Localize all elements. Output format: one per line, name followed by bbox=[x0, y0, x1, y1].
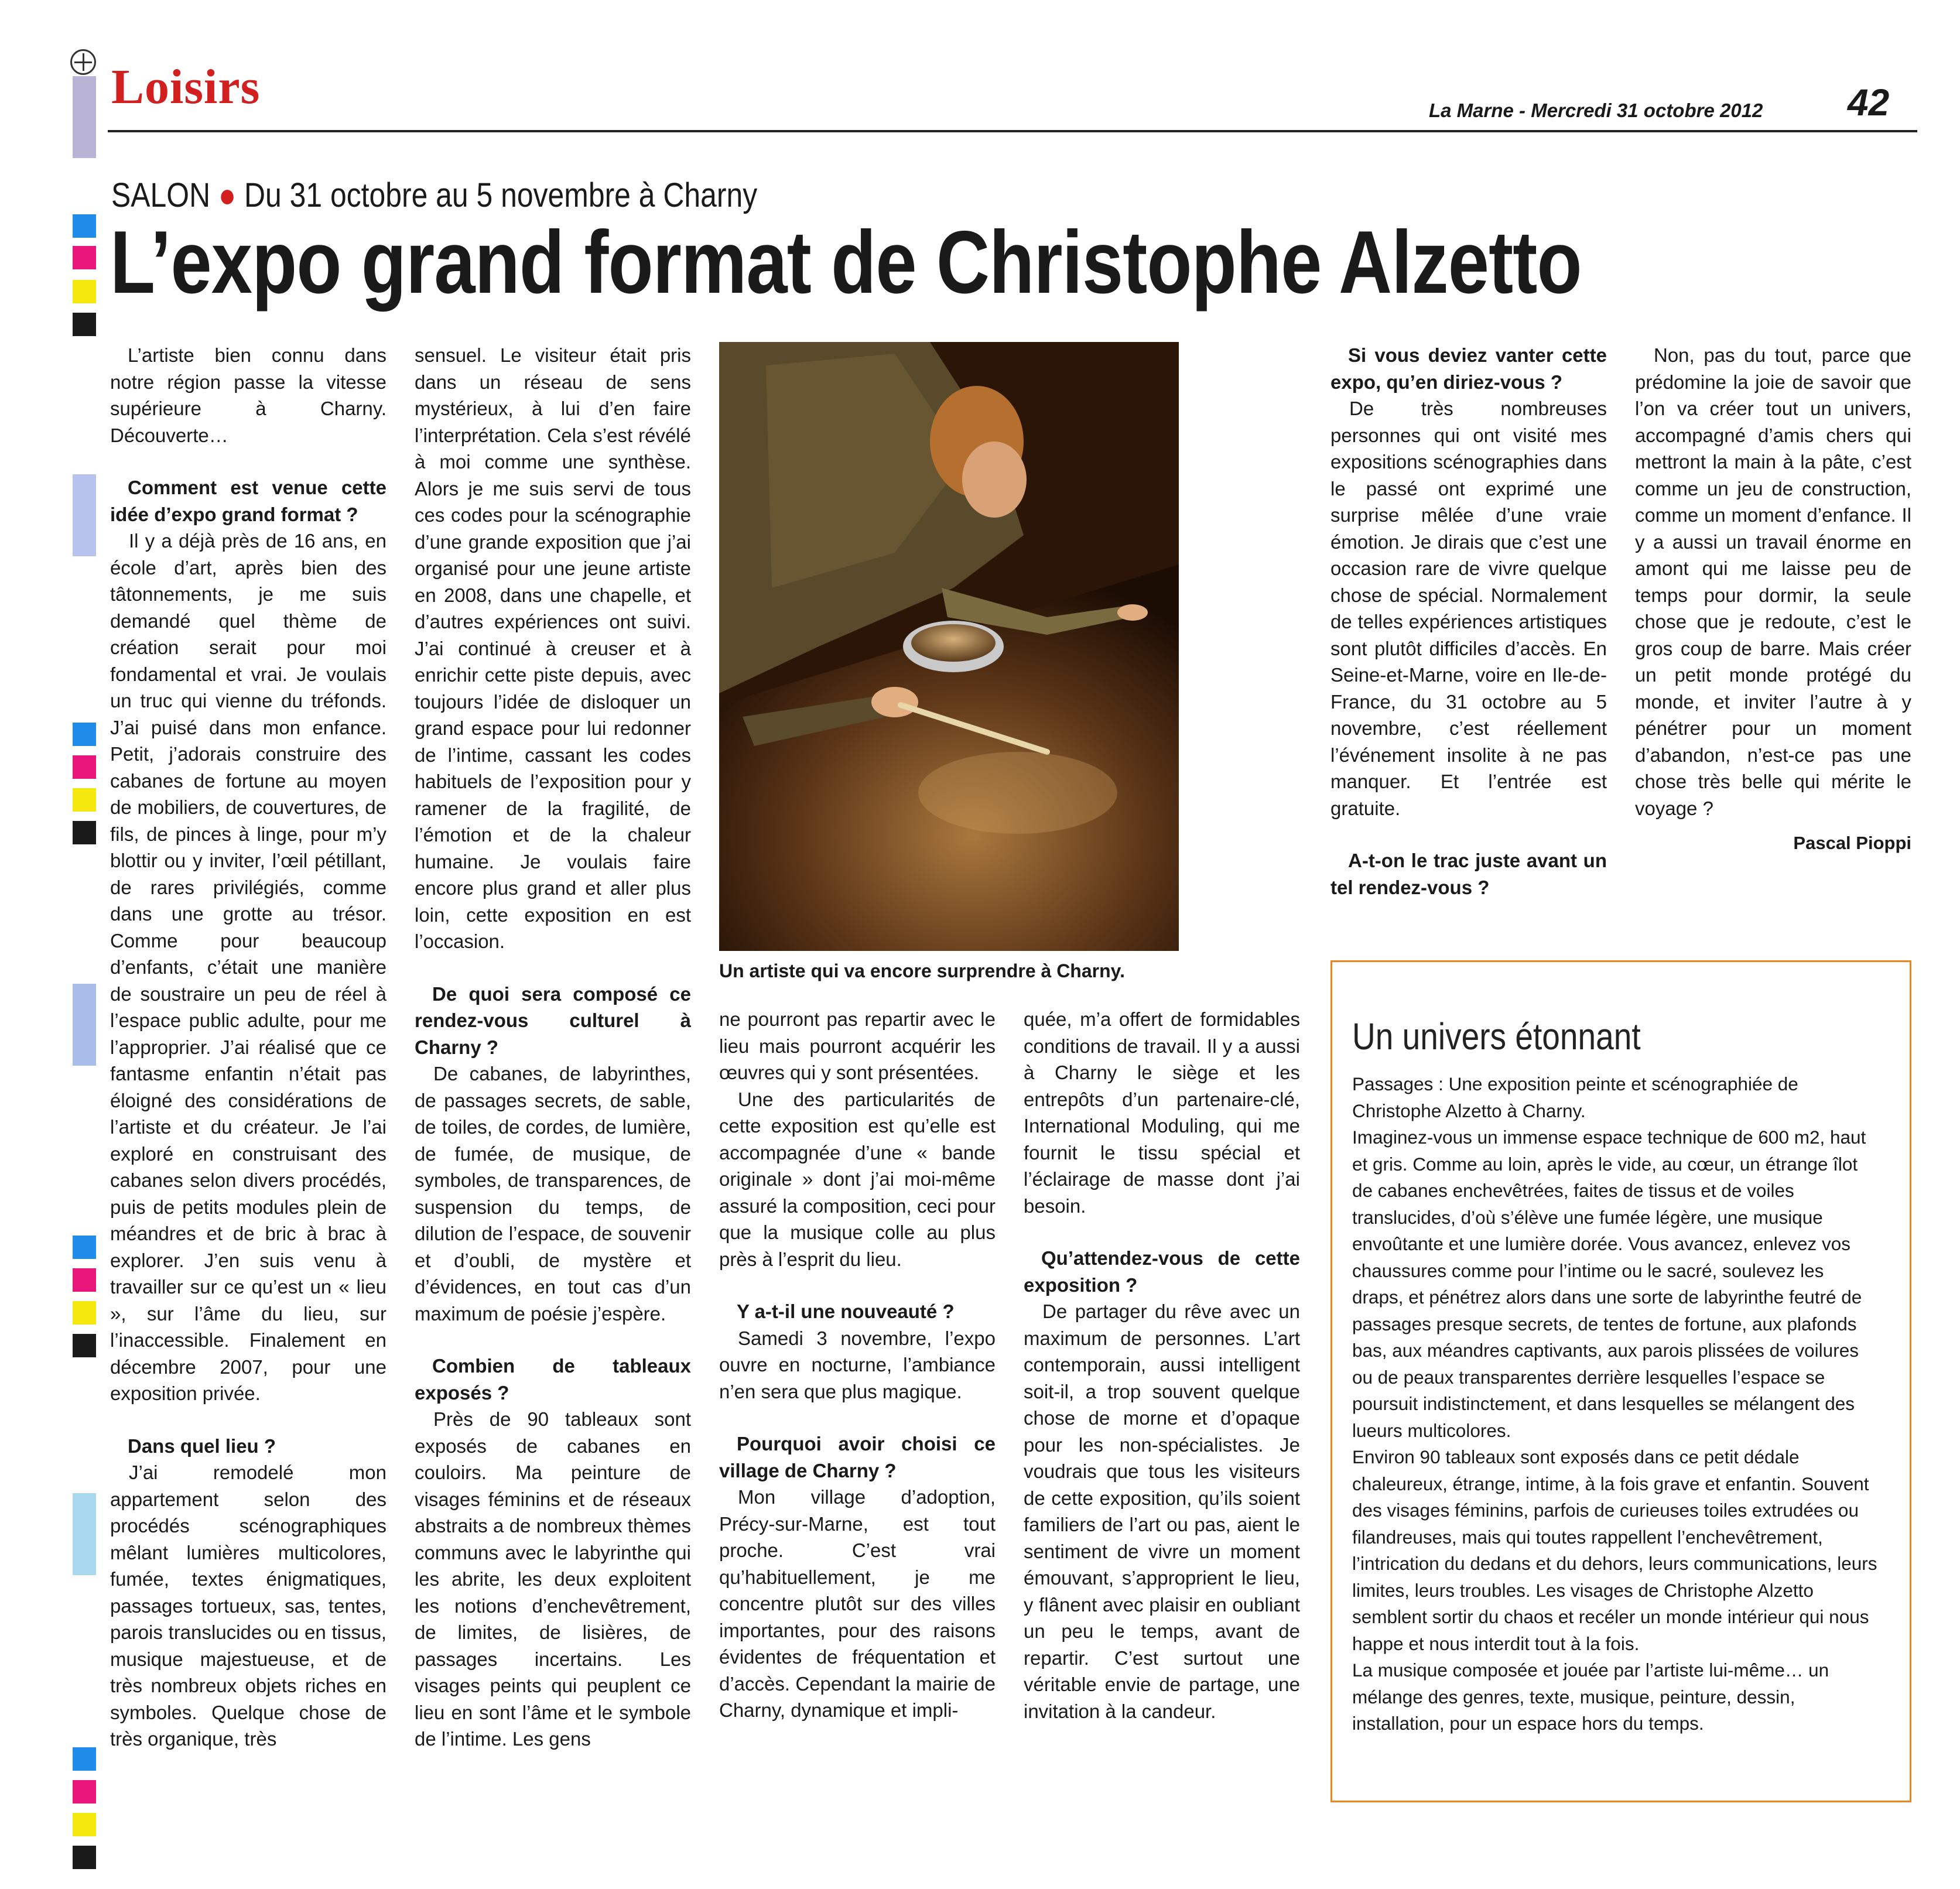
registration-square-black bbox=[73, 1334, 96, 1357]
photo-caption: Un artiste qui va encore surprendre à Charny. bbox=[719, 960, 1125, 981]
registration-square-magenta bbox=[73, 1780, 96, 1804]
registration-square-yellow bbox=[73, 280, 96, 303]
header-rule bbox=[108, 130, 1917, 132]
sidebar-body bbox=[1352, 1071, 1879, 1737]
page-number: 42 bbox=[1848, 81, 1890, 124]
answer-paragraph: ne pourront pas repartir avec le lieu mais pourront acquérir les œuvres qui y sont présentées. bbox=[719, 1008, 996, 1083]
registration-square-magenta bbox=[73, 755, 96, 779]
registration-square-yellow bbox=[73, 1301, 96, 1325]
answer-paragraph: De très nombreuses personnes qui ont visité mes expositions scénographies dans le passé ont exprimé une surprise mêlée d’une vraie émotion. Je dirais que c’est une occasion rare de vivre quelque chose de spécial. Normalement de telles expériences artistiques sont plutôt difficiles d’accès. En Seine-et-Marne, voire en Ile-de-France, du 31 octobre au 5 novembre, c’est réellement l’événement insolite à ne pas manquer. Et l’entrée est gratuite. bbox=[1330, 398, 1607, 819]
article-intro: L’artiste bien connu dans notre région passe la vitesse supérieure à Charny. Découverte… bbox=[110, 344, 386, 446]
answer-paragraph: Une des particularités de cette exposition est qu’elle est accompagnée d’une « bande originale » dont j’ai moi-même assuré la composition, ceci pour que la musique colle au plus près à l’esprit du lieu. bbox=[719, 1088, 996, 1270]
answer-paragraph: Près de 90 tableaux sont exposés de cabanes en couloirs. Ma peinture de visages féminins et de réseaux abstraits a de nombreux thèmes communs avec le labyrinthe qui les abrite, les deux exploitent les notions d’enchevêtrement, de limites, de lisières, de passages incertains. Les visages peints qui peuplent ce lieu en sont l’âme et le symbole de l’intime. Les gens bbox=[415, 1408, 691, 1750]
answer-paragraph: De cabanes, de labyrinthes, de passages secrets, de sable, de toiles, de cordes, de lumière, de fumée, de musique, de symboles, de transparences, de suspension du temps, de dilution de l’espace, de souvenir et d’oubli, de mystère et d’évidences, en tout cas d’un maximum de poésie j’espère. bbox=[415, 1063, 691, 1325]
answer-paragraph: J’ai remodelé mon appartement selon des procédés scénographiques mêlant lumières multicolores, fumée, textes énigmatiques, passages tortueux, sas, tentes, parois translucides ou en tissus, musique majestueuse, et de très nombreux objets riches en symboles. Quelque chose de très organique, très bbox=[110, 1462, 386, 1750]
registration-square-magenta bbox=[73, 246, 96, 269]
question-heading: Dans quel lieu ? bbox=[128, 1435, 276, 1457]
question-heading: Si vous deviez vanter cette expo, qu’en diriez-vous ? bbox=[1330, 344, 1607, 393]
registration-square-black bbox=[73, 313, 96, 336]
registration-square-blue bbox=[73, 723, 96, 746]
registration-square-yellow bbox=[73, 788, 96, 812]
kicker-bullet-icon: ● bbox=[218, 176, 237, 214]
sidebar-paragraph: Environ 90 tableaux sont exposés dans ce petit dédale chaleureux, étrange, intime, à la fois grave et enfantin. Souvent des visages féminins, parfois de curieuses toiles extrudées ou filandreuses, mais qui toutes rappellent l’enchevêtrement, l’intrication du dedans et du dehors, leurs communications, leurs limites, leurs troubles. Les visages de Christophe Alzetto semblent sortir du chaos et recéler un monde intérieur qui nous happe et nous interdit tout à la fois. bbox=[1352, 1446, 1877, 1654]
author-byline: Pascal Pioppi bbox=[1793, 833, 1911, 853]
registration-square-blue bbox=[73, 1747, 96, 1771]
kicker bbox=[111, 176, 757, 215]
section-rubric: Loisirs bbox=[111, 60, 261, 114]
folio: La Marne - Mercredi 31 octobre 2012 bbox=[1429, 100, 1763, 121]
question-heading: Qu’attendez-vous de cette exposition ? bbox=[1024, 1247, 1300, 1296]
article-column-1 bbox=[110, 342, 386, 1753]
answer-paragraph: Mon village d’adoption, Précy-sur-Marne, est tout proche. C’est vrai qu’habituellement, je me concentre plutôt sur des villes importantes, pour des raisons évidentes de fréquentation et d’accès. Cependant la mairie de Charny, dynamique et impli- bbox=[719, 1486, 996, 1721]
sidebar-box bbox=[1330, 960, 1911, 1802]
answer-paragraph: quée, m’a offert de formidables conditions de travail. Il y a aussi à Charny le siège et les entrepôts d’un partenaire-clé, International Moduling, qui me fournit le tissu spécial et l’éclairage de masse dont j’ai besoin. bbox=[1024, 1008, 1300, 1217]
registration-square-black bbox=[73, 1846, 96, 1869]
registration-square-yellow bbox=[73, 1813, 96, 1836]
registration-square-blue bbox=[73, 1236, 96, 1259]
kicker-category: SALON bbox=[111, 176, 211, 214]
article-column-4 bbox=[1024, 1006, 1300, 1724]
registration-square-black bbox=[73, 821, 96, 844]
question-heading: Pourquoi avoir choisi ce village de Charny ? bbox=[719, 1433, 996, 1481]
artist-photo-illustration bbox=[719, 342, 1179, 951]
registration-strip bbox=[73, 984, 96, 1066]
registration-strip bbox=[73, 76, 96, 158]
answer-paragraph: sensuel. Le visiteur était pris dans un réseau de sens mystérieux, à lui d’en faire l’interprétation. Cela s’est révélé à moi comme une synthèse. Alors je me suis servi de tous ces codes pour la scénographie d’une grande exposition que j’ai organisé pour une jeune artiste en 2008, dans une chapelle, et d’autres expériences ont suivi. J’ai continué à creuser et à enrichir cette piste depuis, avec toujours l’idée de disloquer un grand espace pour lui redonner de l’intime, cassant les codes habituels de l’exposition pour y ramener de la fragilité, de l’émotion et de la chaleur humaine. Je voulais faire encore plus grand et aller plus loin, cette exposition en est l’occasion. bbox=[415, 344, 691, 952]
sidebar-title: Un univers étonnant bbox=[1352, 1015, 1641, 1058]
registration-cross-icon bbox=[70, 49, 96, 75]
answer-paragraph: Samedi 3 novembre, l’expo ouvre en nocturne, l’ambiance n’en sera que plus magique. bbox=[719, 1327, 996, 1402]
sidebar-paragraph: Imaginez-vous un immense espace technique de 600 m2, haut et gris. Comme au loin, après le vide, au cœur, un étrange îlot de cabanes enchevêtrées, faites de tissus et de voiles translucides, d’où s’élève une fumée légère, une musique envoûtante et une lumière dorée. Vous avancez, enlevez vos chaussures comme pour l’intime ou le sacré, soulevez les draps, et pénétrez alors dans une sorte de labyrinthe feutré de passages presque secrets, de tentes de fortune, aux plafonds bas, aux méandres captivants, aux parois plissées de voilures ou de peaux transparentes derrière lesquelles l’espace se poursuit indistinctement, et dans lesquelles se mélangent des lueurs multicolores. bbox=[1352, 1127, 1866, 1441]
kicker-dates: Du 31 octobre au 5 novembre à Charny bbox=[244, 176, 758, 214]
registration-square-magenta bbox=[73, 1268, 96, 1292]
question-heading: De quoi sera composé ce rendez-vous culturel à Charny ? bbox=[415, 983, 691, 1058]
sidebar-paragraph: Passages : Une exposition peinte et scénographiée de Christophe Alzetto à Charny. bbox=[1352, 1073, 1798, 1121]
headline: L’expo grand format de Christophe Alzetto bbox=[110, 213, 1582, 312]
answer-paragraph: Il y a déjà près de 16 ans, en école d’art, après bien des tâtonnements, je me suis demandé quel thème de création serait pour moi fondamental et vrai. Je voulais un truc qui vienne du tréfonds. J’ai puisé dans mon enfance. Petit, j’adorais construire des cabanes de fortune au moyen de mobiliers, de couvertures, de fils, de pinces à linge, pour m’y blottir ou y inviter, l’œil pétillant, de rares privilégiés, comme dans une grotte au trésor. Comme pour beaucoup d’enfants, c’était une manière de soustraire un peu de réel à l’espace public adulte, pour me l’approprier. J’ai réalisé que ce fantasme enfantin n’était pas éloigné des considérations de l’artiste et du créateur. Je l’ai exploré en construisant des cabanes selon divers procédés, puis de petits modules plein de méandres et de bric à brac à explorer. J’en suis venu à travailler sur ce qu’est un « lieu », sur l’âme du lieu, sur l’inaccessible. Finalement en décembre 2007, pour une exposition privée. bbox=[110, 530, 386, 1404]
answer-paragraph: Non, pas du tout, parce que prédomine la joie de savoir que l’on va créer tout un univers, accompagné d’amis chers qui mettront la main à la pâte, c’est comme un jeu de construction, comme un moment d’enfance. Il y a aussi un travail énorme en amont qui me laisse peu de temps pour dormir, la seule chose que je redoute, c’est le gros coup de barre. Mais créer un petit monde protégé du monde, et inviter l’autre à y pénétrer pour un moment d’abandon, n’est-ce pas une chose très belle qui mérite le voyage ? bbox=[1635, 344, 1911, 819]
answer-paragraph: De partager du rêve avec un maximum de personnes. L’art contemporain, aussi intelligent soit-il, a trop souvent quelque chose de morne et d’opaque pour les non-spécialistes. Je voudrais que tous les visiteurs de cette exposition, qu’ils soient familiers de l’art ou pas, aient le sentiment de vivre un moment émouvant, s’approprient le lieu, y flânent avec plaisir en oubliant un peu le temps, avant de repartir. C’est surtout une véritable envie de partage, une invitation à la candeur. bbox=[1024, 1301, 1300, 1722]
registration-strip bbox=[73, 474, 96, 556]
article-column-6 bbox=[1635, 342, 1911, 857]
artist-photo bbox=[719, 342, 1179, 951]
registration-strip bbox=[73, 1493, 96, 1575]
article-column-5 bbox=[1330, 342, 1607, 901]
question-heading: Y a-t-il une nouveauté ? bbox=[737, 1301, 955, 1322]
article-column-2 bbox=[415, 342, 691, 1753]
question-heading: Combien de tableaux exposés ? bbox=[415, 1355, 691, 1404]
registration-square-blue bbox=[73, 214, 96, 238]
question-heading: Comment est venue cette idée d’expo grand format ? bbox=[110, 477, 386, 525]
sidebar-paragraph: La musique composée et jouée par l’artiste lui-même… un mélange des genres, texte, musique, peinture, dessin, installation, pour un espace hors du temps. bbox=[1352, 1659, 1829, 1734]
question-heading: A-t-on le trac juste avant un tel rendez-vous ? bbox=[1330, 850, 1607, 898]
article-column-3 bbox=[719, 1006, 996, 1724]
